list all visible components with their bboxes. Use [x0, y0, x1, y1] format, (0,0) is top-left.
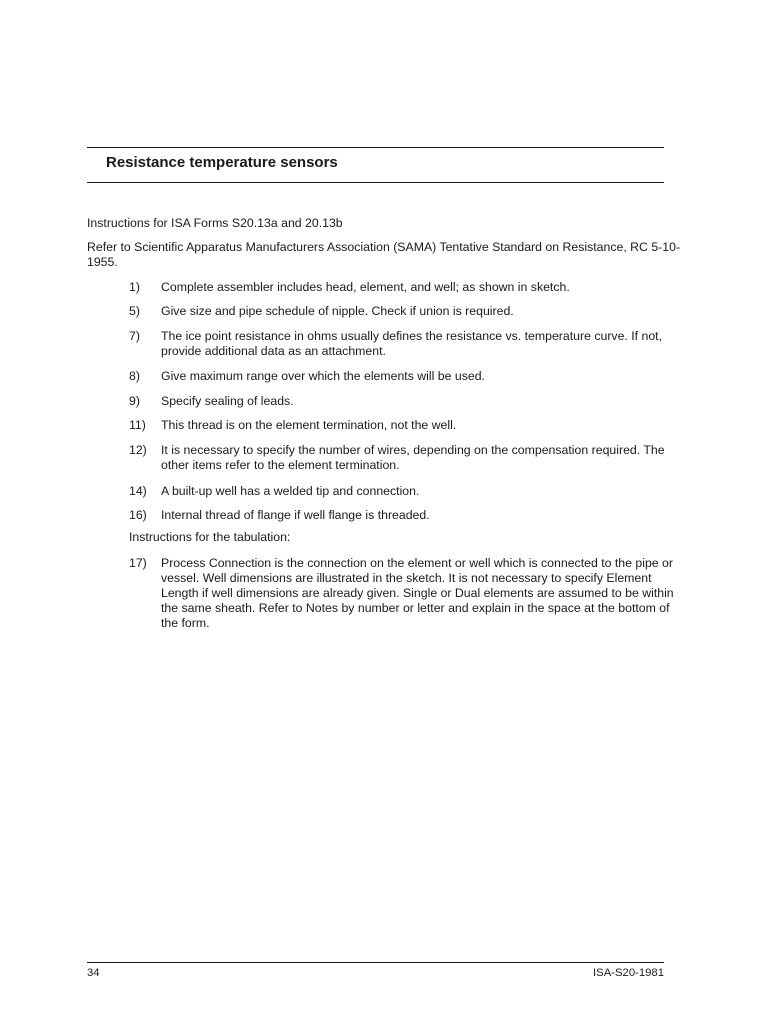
tabulation-heading: Instructions for the tabulation:: [129, 530, 291, 544]
page-number: 34: [87, 967, 100, 979]
item-text: The ice point resistance in ohms usually defines the resistance vs. temperature curve. If not, provide additional data as an attachment.: [161, 329, 663, 358]
item-text: Give size and pipe schedule of nipple. Check if union is required.: [161, 304, 514, 318]
item-number: 16): [129, 508, 147, 522]
instruction-item: [129, 394, 689, 409]
item-number: 14): [129, 484, 147, 498]
item-text: Specify sealing of leads.: [161, 394, 294, 408]
header-rule-bottom: [87, 182, 664, 183]
instruction-item: [129, 369, 689, 384]
instruction-item: [129, 443, 689, 473]
item-number: 5): [129, 304, 140, 318]
item-number: 17): [129, 556, 147, 570]
intro-reference-paragraph: Refer to Scientific Apparatus Manufacturers Association (SAMA) Tentative Standard on Resistance, RC 5-10-1955.: [87, 240, 681, 269]
item-text: A built-up well has a welded tip and connection.: [161, 484, 420, 498]
item-text: Complete assembler includes head, element, and well; as shown in sketch.: [161, 280, 570, 294]
intro-forms-paragraph: Instructions for ISA Forms S20.13a and 20.13b: [87, 216, 343, 230]
instruction-item: [129, 304, 689, 319]
item-number: 1): [129, 280, 140, 294]
item-number: 8): [129, 369, 140, 383]
item-number: 11): [129, 418, 146, 432]
instruction-item: [129, 329, 689, 359]
instruction-item: [129, 280, 689, 295]
item-text: It is necessary to specify the number of wires, depending on the compensation required. The other items refer to the element termination.: [161, 443, 665, 472]
section-title: Resistance temperature sensors: [106, 154, 338, 171]
item-number: 7): [129, 329, 140, 343]
tabulation-item: [129, 556, 689, 631]
document-id: ISA-S20-1981: [593, 967, 664, 979]
item-text: Internal thread of flange if well flange is threaded.: [161, 508, 430, 522]
instruction-item: [129, 508, 689, 523]
instruction-item: [129, 484, 689, 499]
item-text: This thread is on the element termination, not the well.: [161, 418, 457, 432]
item-text: Process Connection is the connection on the element or well which is connected to the pipe or vessel. Well dimensions are illustrated in the sketch. It is not necessary to specify Element Length if well dimensions are already given. Single or Dual elements are assumed to be within the same sheath. Refer to Notes by number or letter and explain in the space at the bottom of the form.: [161, 556, 674, 630]
header-rule-top: [87, 147, 664, 148]
item-text: Give maximum range over which the elements will be used.: [161, 369, 485, 383]
instruction-item: [129, 418, 689, 433]
item-number: 9): [129, 394, 140, 408]
item-number: 12): [129, 443, 147, 457]
footer-rule: [87, 962, 664, 963]
